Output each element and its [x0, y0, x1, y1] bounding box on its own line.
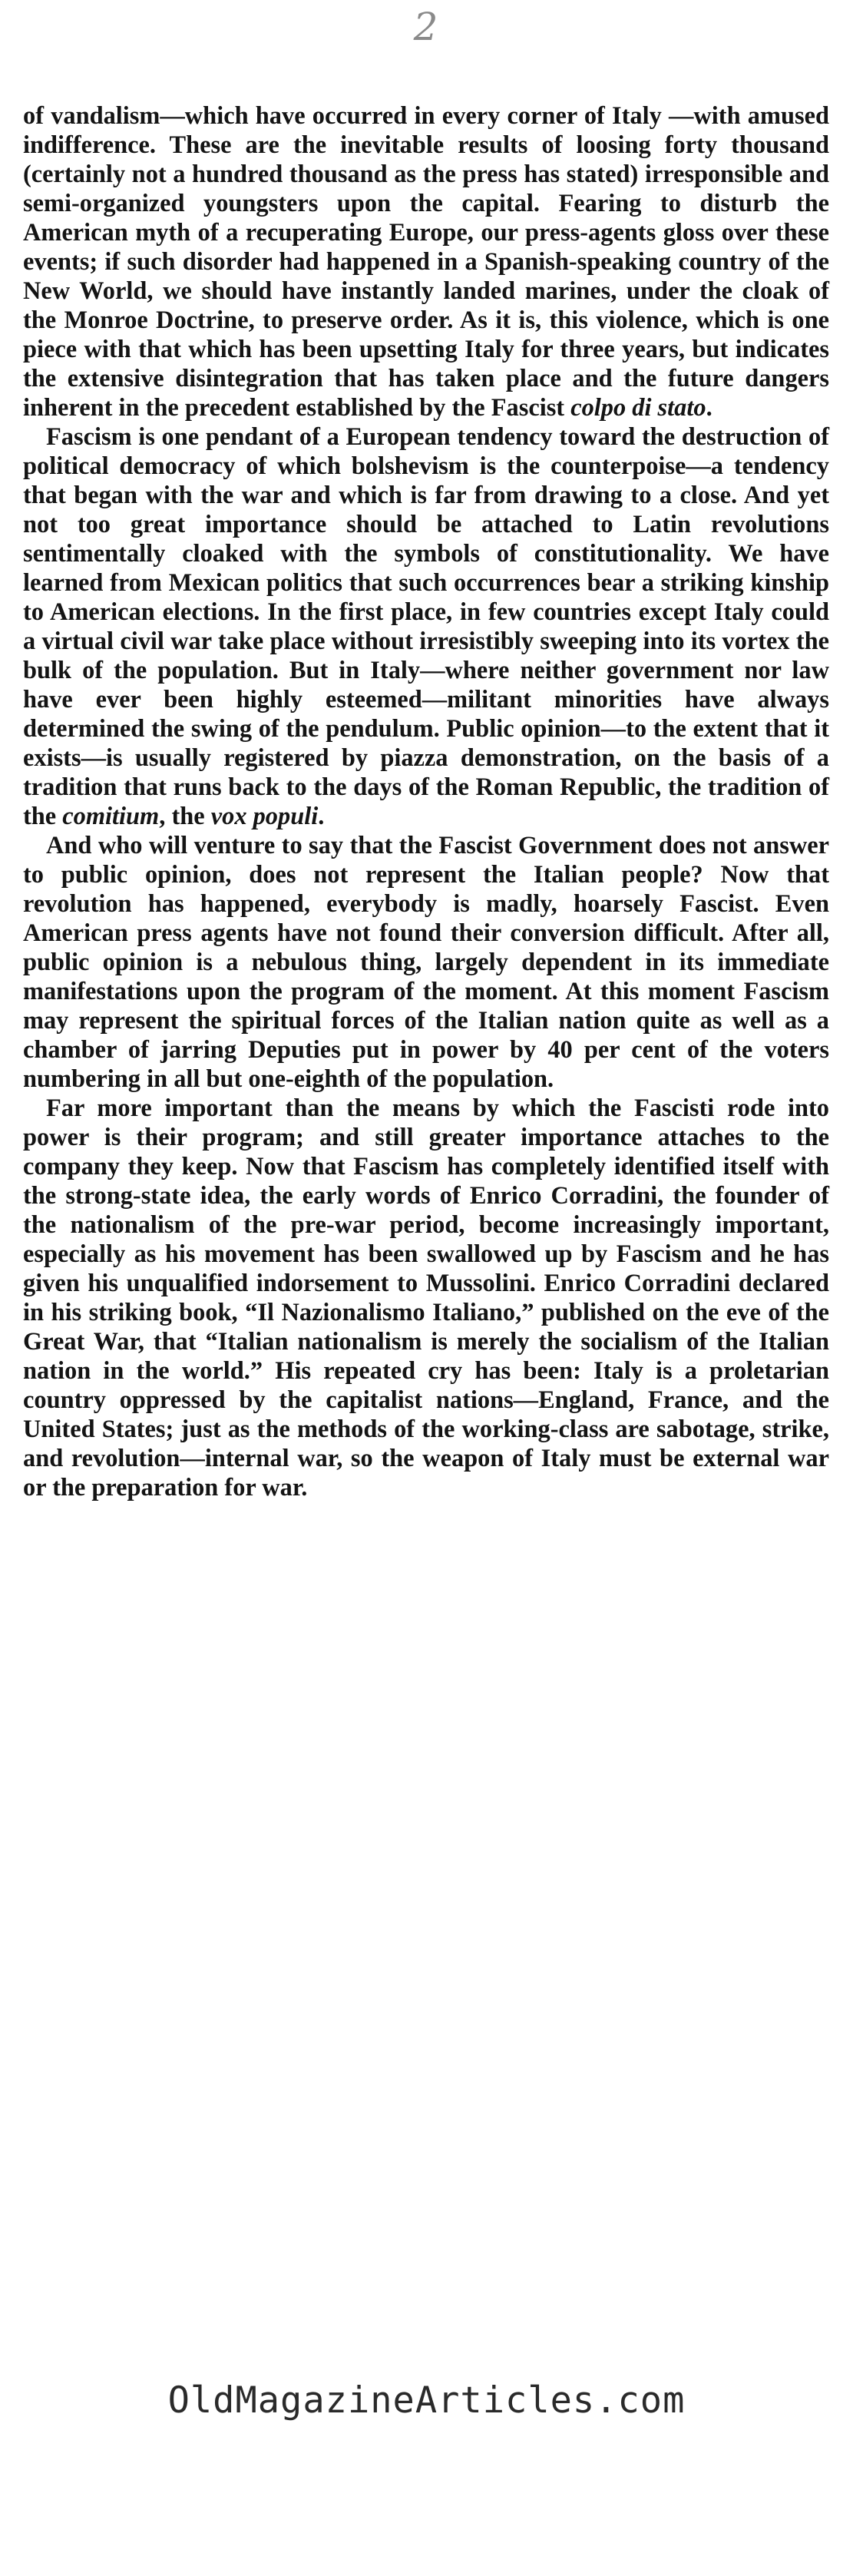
footer-watermark: OldMagazineArticles.com [167, 2379, 686, 2422]
paragraph-2 [23, 422, 829, 831]
paragraph-3: And who will venture to say that the Fascist Government does not answer to public opinion, does not represent the Italian people? Now that revolution has happened, everybody is madly, hoarsely Fascist. Even American press agents have not found their conversion difficult. After all, public opinion is a nebulous thing, largely dependent in its immediate manifestations upon the program of the moment. At this moment Fascism may represent the spiritual forces of the Italian nation quite as well as a chamber of jarring Deputies put in power by 40 per cent of the voters numbering in all but one-eighth of the population. [23, 832, 829, 1093]
paragraph-2-italic-vox-populi: vox populi [210, 803, 319, 830]
paragraph-1 [23, 101, 829, 422]
paragraph-4: Far more important than the means by which the Fascisti rode into power is their program; and still greater importance attaches to the company they keep. Now that Fascism has completely identified itself with the strong-state idea, the early words of Enrico Corradini, the founder of the nationalism of the pre-war period, become increasingly important, especially as his movement has been swallowed up by Fascism and he has given his unqualified indorsement to Mussolini. Enrico Corradini declared in his striking book, “Il Nazionalismo Italiano,” published on the eve of the Great War, that “Italian nationalism is merely the socialism of the Italian nation in the world.” His repeated cry has been: Italy is a proletarian country oppressed by the capitalist nations—England, France, and the United States; just as the methods of the working-class are sabotage, strike, and revolution—internal war, so the weapon of Italy must be external war or the preparation for war. [23, 1094, 829, 1502]
paragraph-2-text: Fascism is one pendant of a European tendency toward the destruction of political democracy of which bolshevism is the counterpoise—a tendency that began with the war and which is far from drawing to a close. And yet not too great importance should be attached to Latin revolutions sentimentally cloaked with the symbols of constitutionality. We have learned from Mexican politics that such occurrences bear a striking kinship to American elections. In the first place, in few countries except Italy could a virtual civil war take place without irresistibly sweeping into its vortex the bulk of the population. But in Italy—where neither government nor law have ever been highly esteemed—militant minorities have always determined the swing of the pendulum. Public opinion—to the extent that it exists—is usually registered by piazza demonstration, on the basis of a tradition that runs back to the days of the Roman Republic, the tradition of the [23, 423, 829, 830]
page-number: 2 [413, 5, 440, 49]
paragraph-2-end: . [318, 803, 325, 830]
paragraph-1-end: . [706, 394, 712, 422]
article-body [23, 101, 829, 1502]
paragraph-1-text: of vandalism—which have occurred in every corner of Italy —with amused indifference. These are the inevitable results of loosing forty thousand (certainly not a hundred thousand as the press has stated) irresponsible and semi-organized youngsters upon the capital. Fearing to disturb the American myth of a recuperating Europe, our press-agents gloss over these events; if such disorder had happened in a Spanish-speaking country of the New World, we should have instantly landed marines, under the cloak of the Monroe Doctrine, to preserve order. As it is, this violence, which is one piece with that which has been upsetting Italy for three years, but indicates the extensive disintegration that has taken place and the future dangers inherent in the precedent established by the Fascist [23, 102, 829, 422]
paragraph-1-italic: colpo di stato [570, 394, 706, 422]
paragraph-2-mid: , the [159, 803, 211, 830]
paragraph-2-italic-comitium: comitium [62, 803, 160, 830]
